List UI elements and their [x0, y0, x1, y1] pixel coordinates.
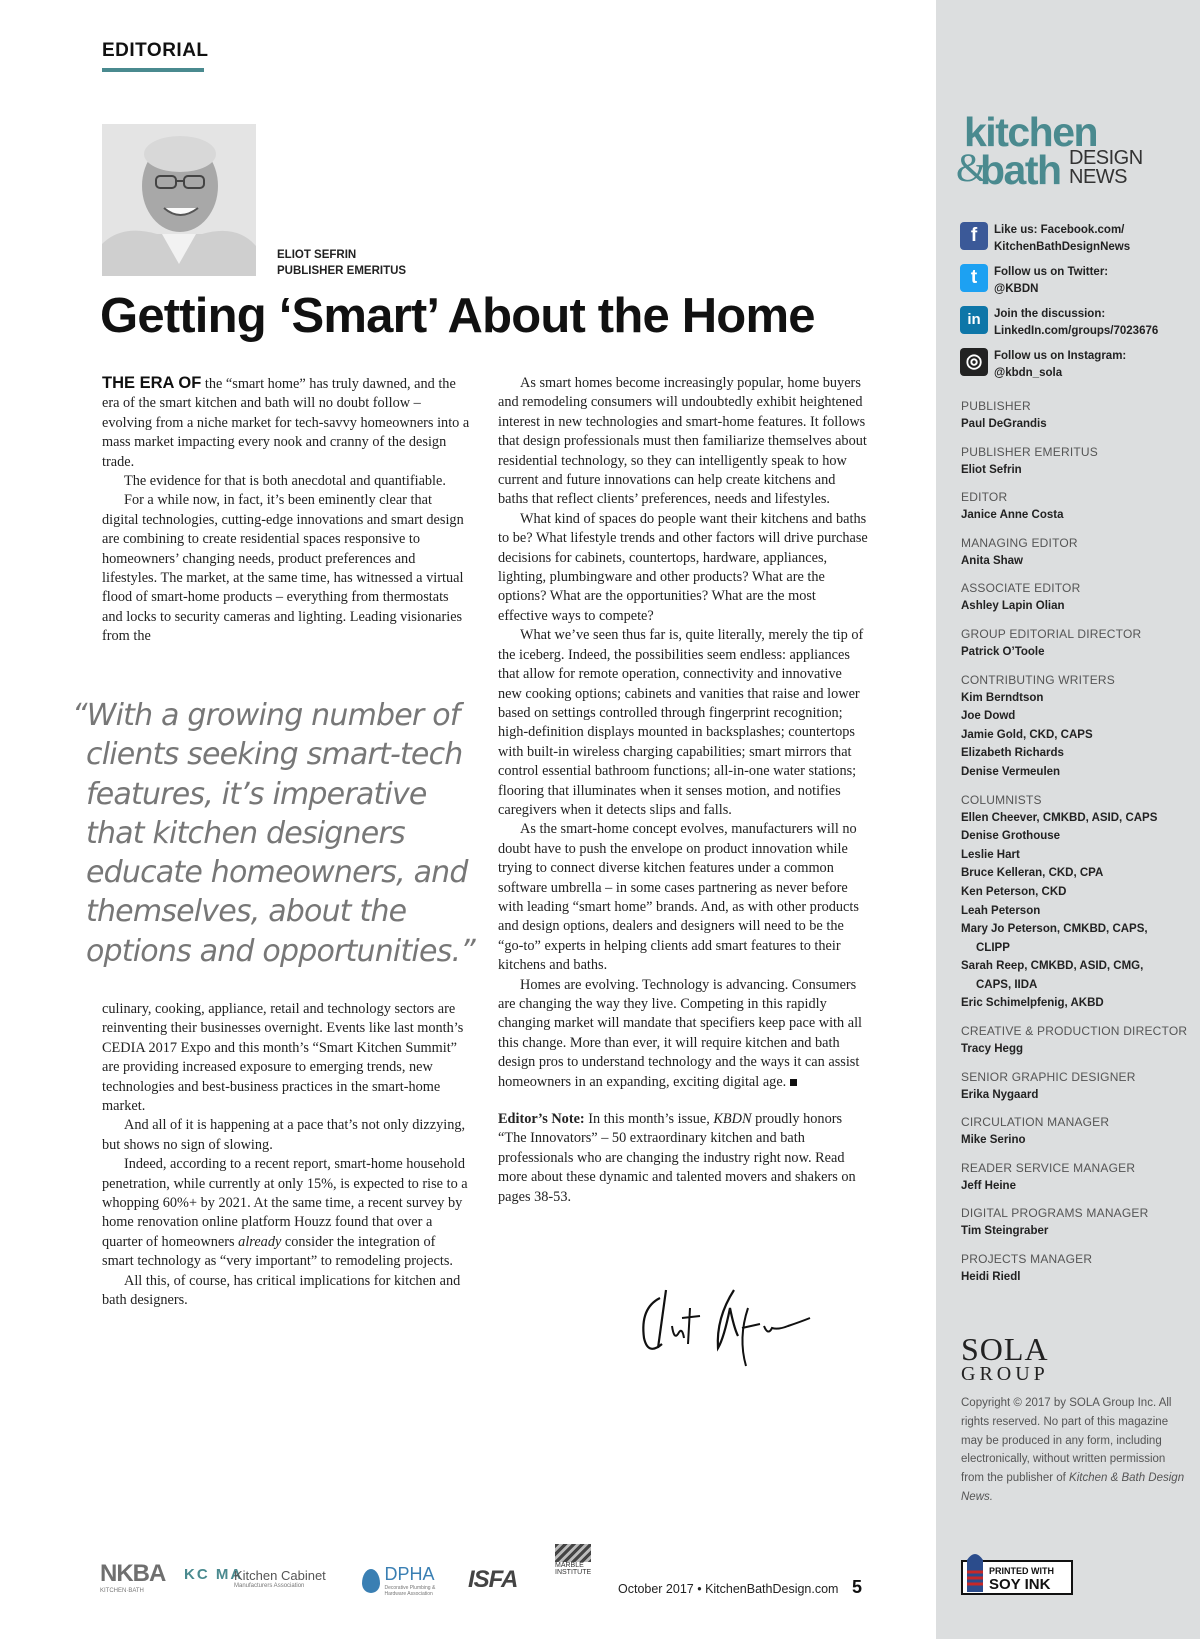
article-paragraph: Indeed, according to a recent report, smart-home household penetration, while currently at only 15%, is expected to rise to a whopping 60%+ by 2021. At the same time, a recent survey by home renovation online platform Houzz found that over a quarter of homeowners already consider the integration of smart technology as “very important” to remodeling projects. — [102, 1156, 468, 1270]
pull-quote-text: With a growing number of clients seeking smart-tech features, it’s imperative that kitchen designers educate homeowners, and themselves, about the options and opportunities.” — [86, 698, 475, 969]
social-instagram[interactable]: ◎ Follow us on Instagram: @kbdn_sola — [960, 348, 1195, 381]
staff-role: PUBLISHER EMERITUS — [961, 444, 1098, 459]
section-label: EDITORIAL — [102, 40, 209, 61]
staff-name: Tim Steingraber — [961, 1225, 1049, 1238]
byline-name: ELIOT SEFRIN — [277, 249, 357, 261]
staff-name: Anita Shaw — [961, 554, 1023, 567]
byline — [277, 247, 406, 279]
staff-name: Kim Berndtson — [961, 691, 1044, 704]
staff-role: MANAGING EDITOR — [961, 535, 1078, 550]
svg-text:SOY INK: SOY INK — [989, 1576, 1051, 1593]
staff-role: SENIOR GRAPHIC DESIGNER — [961, 1069, 1136, 1084]
staff-name: Patrick O’Toole — [961, 645, 1045, 658]
staff-role: COLUMNISTS — [961, 792, 1042, 807]
social-twitter[interactable]: t Follow us on Twitter: @KBDN — [960, 264, 1195, 297]
staff-name: Leah Peterson — [961, 904, 1041, 917]
editors-note-label: Editor’s Note: — [498, 1111, 585, 1128]
staff-name: Tracy Hegg — [961, 1043, 1023, 1056]
pull-quote — [72, 696, 486, 971]
staff-name: Jeff Heine — [961, 1179, 1016, 1192]
staff-name: Eliot Sefrin — [961, 463, 1022, 476]
staff-list — [961, 398, 1196, 1287]
byline-title: PUBLISHER EMERITUS — [277, 265, 407, 277]
article-column-2 — [498, 374, 868, 1207]
staff-name: Denise Vermeulen — [961, 765, 1061, 778]
staff-name: Paul DeGrandis — [961, 418, 1047, 430]
marble-institute-logo: MARBLE INSTITUTE — [555, 1544, 591, 1576]
soy-ink-logo — [961, 1548, 1073, 1596]
staff-role: GROUP EDITORIAL DIRECTOR — [961, 626, 1142, 641]
end-mark-icon — [790, 1079, 797, 1086]
staff-name: Elizabeth Richards — [961, 747, 1064, 760]
staff-name: Mike Serino — [961, 1134, 1026, 1147]
footer-date-site: October 2017 • KitchenBathDesign.com — [618, 1582, 839, 1596]
article-paragraph: What we’ve seen thus far is, quite literally, merely the tip of the iceberg. Indeed, the possibilities seem endless: appliances that allow for remote operation, connectivity and innovative new cooking options; cabinets and vanities that raise and lower based on settings controlled through fingerprint recognition; high-definition displays mounted in backsplashes; countertops with built-in wireless charging capabilities; smart mirrors that control essential bathroom functions; all-in-one water stations; flooring that illuminates when it senses motion, and notifies caregivers when it detects slips and falls. — [498, 627, 864, 818]
staff-name: CAPS, IIDA — [976, 978, 1038, 991]
editors-note: Editor’s Note: In this month’s issue, KBDN proudly honors “The Innovators” – 50 extraordinary kitchen and bath professionals who are changing the industry right now. Read more about these dynamic and talented movers and shakers on pages 38-53. — [498, 1111, 856, 1205]
article-paragraph: Homes are evolving. Technology is advancing. Consumers are changing the way they live. Competing in this rapidly changing market will mandate that specifiers keep pace with all this change. More than ever, it will require kitchen and bath design pros to understand technology and the ways it can assist homeowners in an expanding, exciting digital age. — [498, 976, 863, 1090]
article-column-1-top — [102, 374, 470, 647]
lead-in: THE ERA OF — [102, 374, 202, 392]
article-paragraph: All this, of course, has critical implications for kitchen and bath designers. — [102, 1272, 461, 1309]
staff-name: Mary Jo Peterson, CMKBD, CAPS, — [961, 923, 1148, 936]
article-paragraph: culinary, cooking, appliance, retail and technology sectors are reinventing their businesses overnight. Events like last month’s CEDIA 2017 Expo and this month’s “Smart Kitchen Summit” are providing increased exposure to emerging trends, new technologies and best-business practices in the smart-home market. — [102, 1001, 464, 1115]
staff-role: PUBLISHER — [961, 399, 1031, 413]
article-column-1-bottom — [102, 1000, 470, 1311]
soy-ink-badge-icon — [961, 1548, 1073, 1596]
article-paragraph: The evidence for that is both anecdotal and quantifiable. — [124, 473, 446, 490]
article-paragraph: THE ERA OF the “smart home” has truly dawned, and the era of the smart kitchen and bath will no doubt follow – evolving from a niche market for tech-savvy homeowners into a mass market impacting every nook and cranny of the design trade. — [102, 374, 470, 470]
dpha-logo: DPHA Decorative Plumbing & Hardware Association — [362, 1564, 454, 1597]
social-facebook[interactable]: f Like us: Facebook.com/ KitchenBathDesignNews — [960, 222, 1195, 255]
staff-role: ASSOCIATE EDITOR — [961, 581, 1081, 596]
water-drop-icon — [362, 1569, 380, 1593]
staff-role: DIGITAL PROGRAMS MANAGER — [961, 1206, 1149, 1221]
headline: Getting ‘Smart’ About the Home — [100, 289, 815, 343]
kcma-logo: KC MA — [184, 1566, 244, 1583]
instagram-icon: ◎ — [960, 348, 988, 376]
staff-name: CLIPP — [976, 941, 1010, 954]
staff-name: Janice Anne Costa — [961, 509, 1064, 522]
staff-name: Joe Dowd — [961, 710, 1016, 723]
kcma-name: Kitchen Cabinet Manufacturers Association — [234, 1568, 326, 1589]
staff-role: EDITOR — [961, 490, 1008, 505]
article-paragraph: What kind of spaces do people want their kitchens and baths to be? What lifestyle trends and other factors will drive purchase decisions for cabinets, countertops, hardware, appliances, lighting, plumbingware and other products? What are the options? What are the opportunities? What are the most effective ways to compete? — [498, 510, 868, 624]
nkba-logo: NKBA KITCHEN·BATH — [100, 1560, 166, 1594]
association-logos — [100, 1544, 600, 1598]
author-portrait-illustration — [102, 124, 256, 276]
staff-name: Jamie Gold, CKD, CAPS — [961, 728, 1093, 741]
article-paragraph: As the smart-home concept evolves, manufacturers will no doubt have to push the envelope on product innovation while trying to connect diverse kitchen features under a common software umbrella – in some cases partnering as never before with leading “smart home” brands. And, as with other products and design options, dealers and designers will need to be the “go-to” experts in helping clients add smart features to their kitchens and baths. — [498, 821, 859, 974]
svg-text:PRINTED WITH: PRINTED WITH — [989, 1566, 1054, 1576]
copyright-notice: Copyright © 2017 by SOLA Group Inc. All rights reserved. No part of this magazine may be produced in any form, including electronically, without written permission from the publisher of Kitchen & Bath Design News. — [961, 1397, 1185, 1503]
page-number: 5 — [852, 1577, 863, 1597]
article-paragraph: And all of it is happening at a pace that’s not only dizzying, but shows no sign of slowing. — [102, 1117, 466, 1153]
section-underline — [102, 68, 204, 72]
kbdn-logo: kitchen & bath DESIGN NEWS — [956, 109, 1143, 193]
staff-name: Leslie Hart — [961, 848, 1020, 861]
sola-group-logo: SOLA GROUP — [961, 1331, 1049, 1385]
author-photo — [102, 124, 256, 276]
staff-name: Erika Nygaard — [961, 1088, 1039, 1101]
staff-name: Denise Grothouse — [961, 830, 1061, 843]
quote-mark: “ — [72, 698, 87, 733]
staff-name: Ellen Cheever, CMKBD, ASID, CAPS — [961, 811, 1158, 824]
staff-name: Ashley Lapin Olian — [961, 600, 1065, 613]
staff-name: Sarah Reep, CMKBD, ASID, CMG, — [961, 960, 1144, 973]
staff-role: PROJECTS MANAGER — [961, 1252, 1093, 1267]
isfa-logo: ISFA — [468, 1566, 518, 1593]
staff-role: CREATIVE & PRODUCTION DIRECTOR — [961, 1024, 1188, 1039]
signature-icon — [638, 1278, 818, 1368]
staff-name: Eric Schimelpfenig, AKBD — [961, 997, 1104, 1010]
masthead-sidebar — [936, 0, 1200, 1639]
twitter-icon: t — [960, 264, 988, 292]
linkedin-icon: in — [960, 306, 988, 334]
marble-icon — [555, 1544, 591, 1562]
facebook-icon: f — [960, 222, 988, 250]
staff-role: READER SERVICE MANAGER — [961, 1160, 1136, 1175]
staff-name: Heidi Riedl — [961, 1271, 1021, 1284]
staff-role: CIRCULATION MANAGER — [961, 1115, 1110, 1130]
social-linkedin[interactable]: in Join the discussion: LinkedIn.com/groups/7023676 — [960, 306, 1195, 339]
staff-name: Bruce Kelleran, CKD, CPA — [961, 867, 1104, 880]
article-paragraph: For a while now, in fact, it’s been eminently clear that digital technologies, cutting-edge innovations and smart design are combining to create residential spaces responsive to homeowners’ changing needs, product preferences and lifestyles. The market, at the same time, has witnessed a virtual flood of smart-home products – everything from thermostats and locks to security cameras and lighting. Leading visionaries from the — [102, 492, 464, 645]
staff-role: CONTRIBUTING WRITERS — [961, 672, 1115, 687]
staff-name: Ken Peterson, CKD — [961, 885, 1067, 898]
article-paragraph: As smart homes become increasingly popular, home buyers and remodeling consumers will undoubtedly exhibit heightened interest in new technologies and smart-home features. It follows that design professionals must then familiarize themselves about residential technology, so they can intelligently speak to how current and future innovations can help create kitchens and baths that reflect clients’ preferences, needs and lifestyles. — [498, 375, 867, 508]
